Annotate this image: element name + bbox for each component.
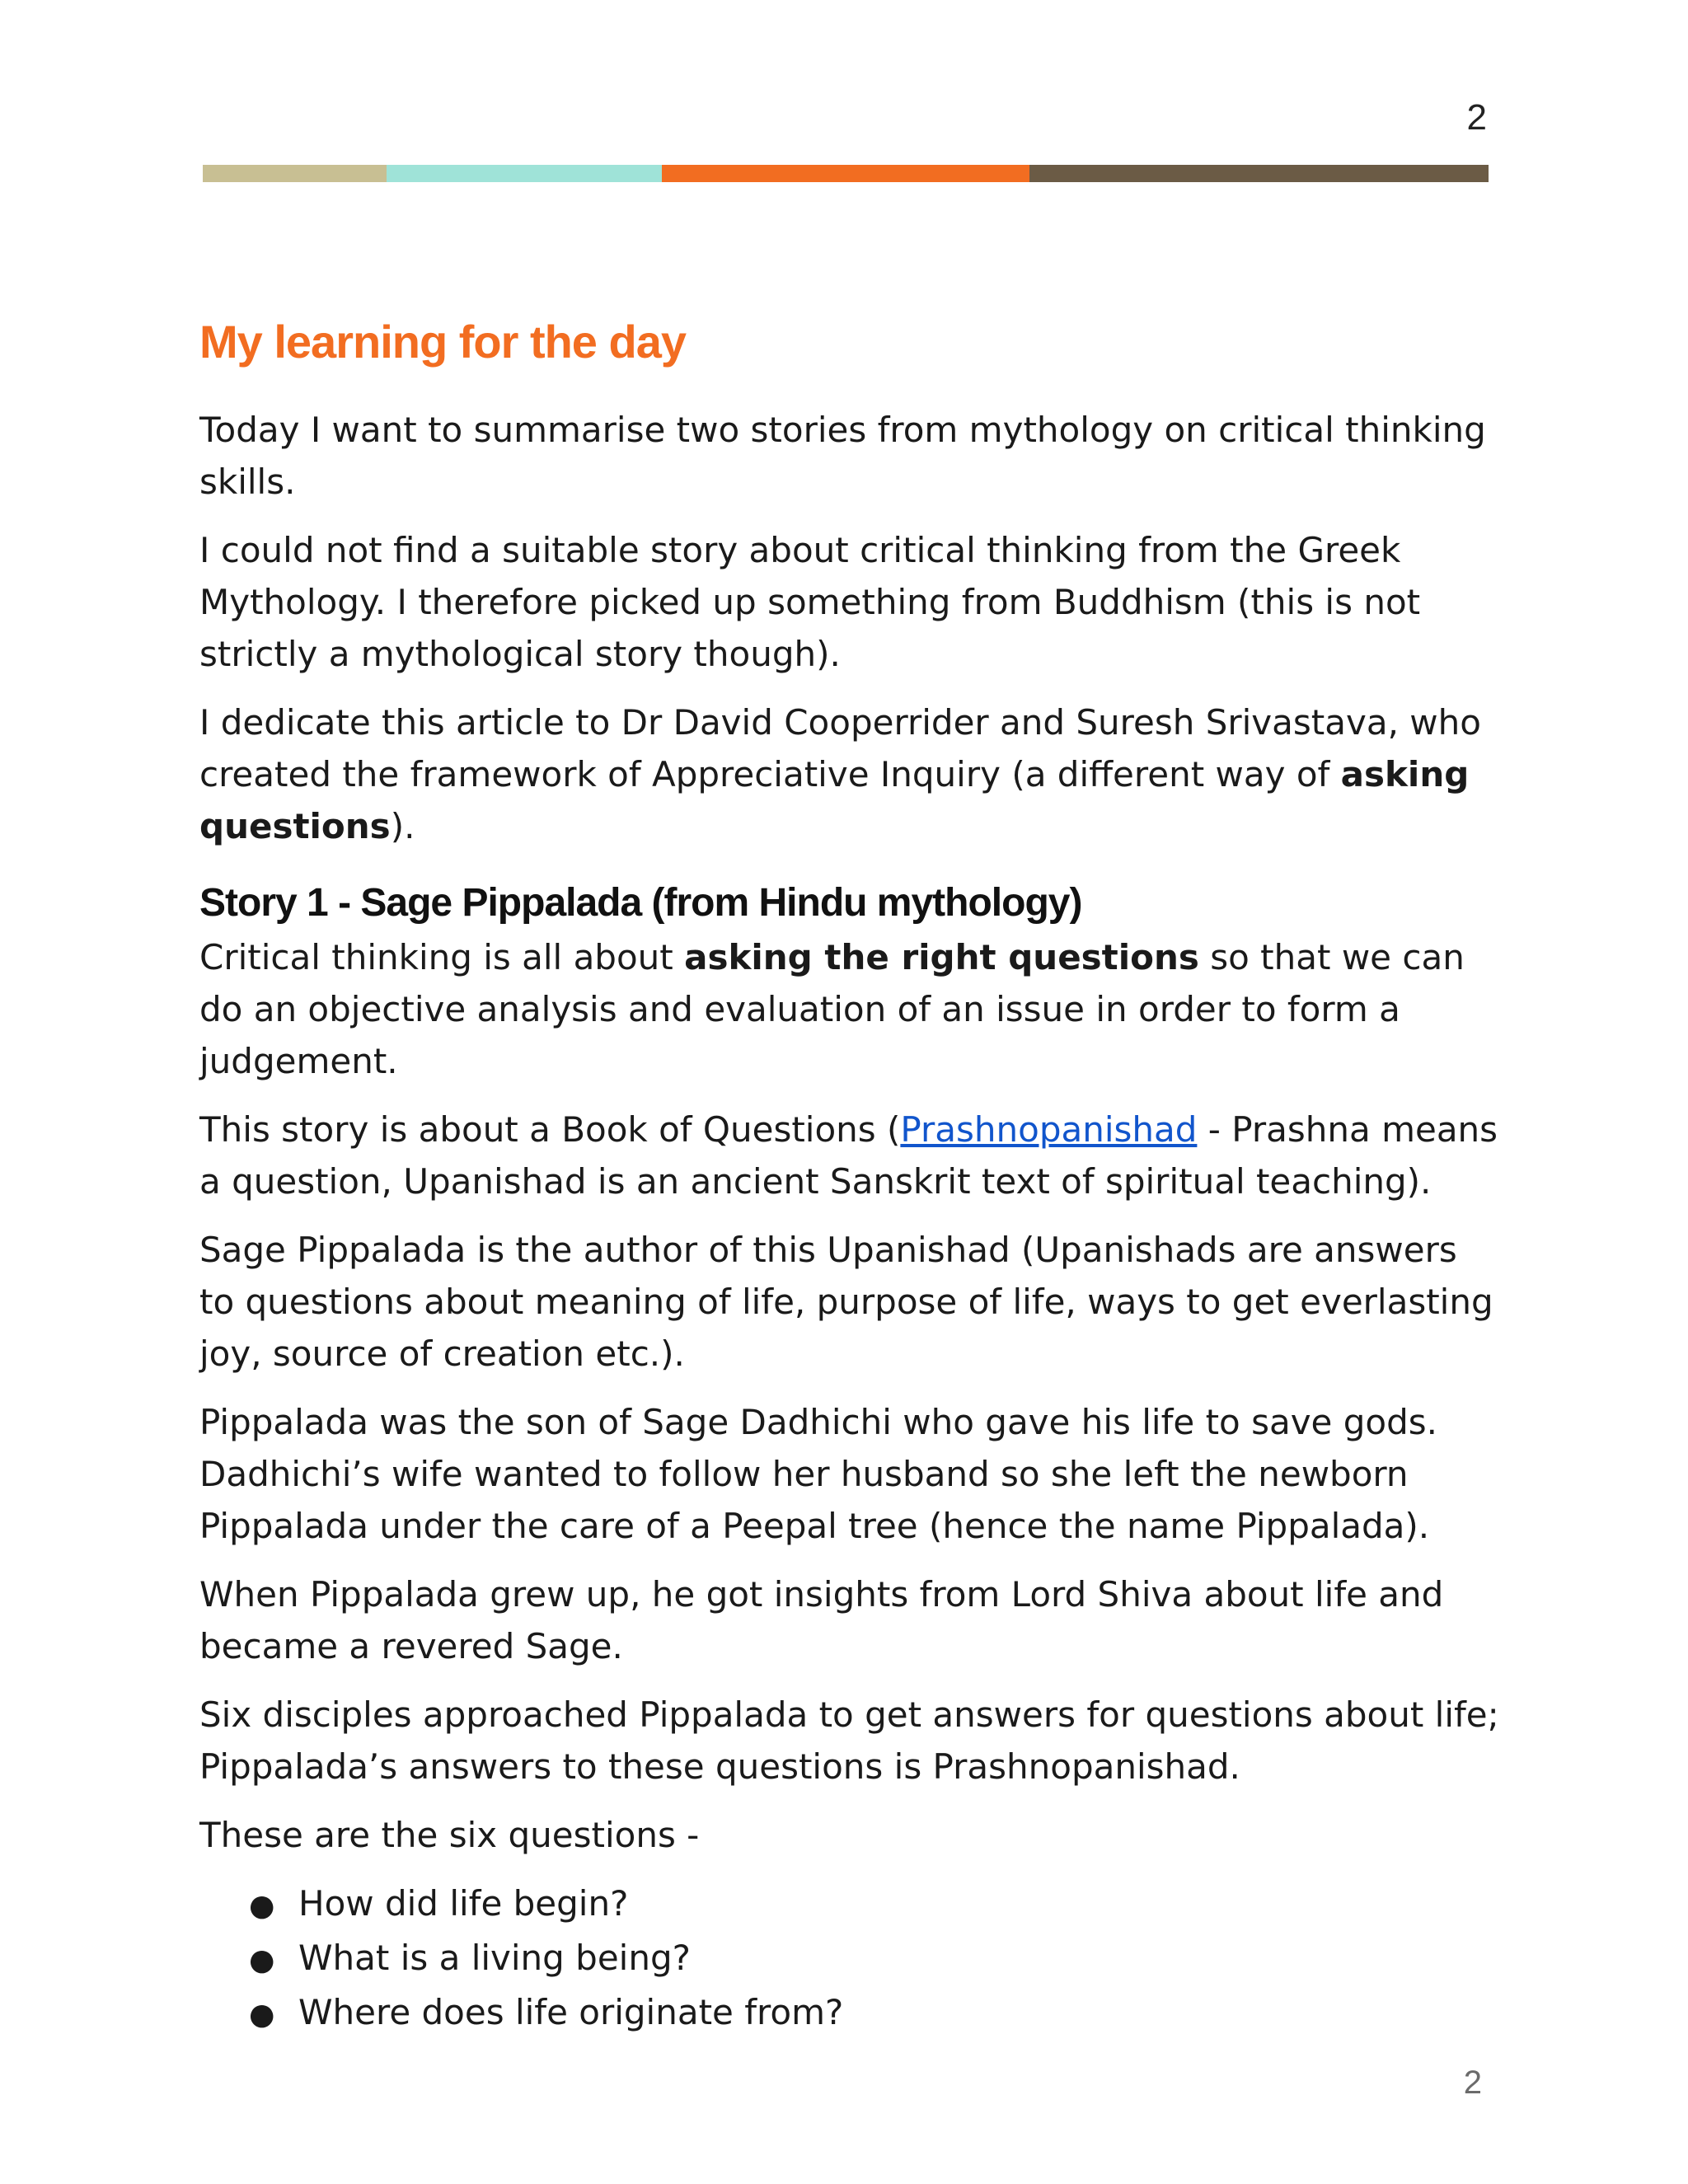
color-bar-segment (203, 165, 387, 182)
story-text: This story is about a Book of Questions ( (199, 1109, 901, 1150)
story-paragraph: Sage Pippalada is the author of this Upanishad (Upanishads are answers to questions about meaning of life, purpose of life, ways to get everlasting joy, source of creation etc.). (199, 1230, 1493, 1374)
story-text: Critical thinking is all about (199, 937, 685, 977)
document-body (199, 305, 1502, 2041)
bullet-icon: ● (249, 1943, 275, 1977)
list-item-text: How did life begin? (298, 1883, 629, 1924)
list-item (249, 1986, 1502, 2041)
story-paragraph: When Pippalada grew up, he got insights from Lord Shiva about life and became a revered Sage. (199, 1574, 1444, 1666)
page-heading: My learning for the day (199, 316, 686, 368)
story-paragraph (199, 931, 1502, 1087)
color-bar-segment (1029, 165, 1489, 182)
dedication-paragraph (199, 696, 1502, 852)
footer-page-number: 2 (1463, 2064, 1482, 2101)
dedication-bold-text: asking questions (199, 754, 1470, 846)
dedication-text-end: ). (390, 806, 415, 846)
decorative-color-bar (203, 165, 1489, 182)
header-page-number: 2 (1466, 97, 1487, 138)
story-paragraph (199, 1104, 1502, 1207)
color-bar-segment (387, 165, 662, 182)
story-text-end: - Prashna means a question, Upanishad is an ancient Sanskrit text of spiritual teaching). (199, 1109, 1498, 1202)
list-item (249, 1877, 1502, 1932)
story-paragraph: These are the six questions - (199, 1815, 700, 1855)
story-paragraph: Pippalada was the son of Sage Dadhichi who gave his life to save gods. Dadhichi’s wife wanted to follow her husband so she left the newborn Pippalada under the care of a Peepal tree (hence the name Pippalada). (199, 1402, 1437, 1546)
dedication-text: I dedicate this article to Dr David Cooperrider and Suresh Srivastava, who created the framework of Appreciative Inquiry (a different way of (199, 702, 1481, 794)
bullet-icon: ● (249, 1889, 275, 1923)
intro-paragraph: I could not find a suitable story about critical thinking from the Greek Mythology. I therefore picked up something from Buddhism (this is not strictly a mythological story though). (199, 530, 1421, 674)
intro-paragraph: Today I want to summarise two stories from mythology on critical thinking skills. (199, 410, 1486, 502)
prashnopanishad-link[interactable]: Prashnopanishad (900, 1109, 1198, 1150)
story-bold-text: asking the right questions (684, 937, 1199, 977)
story-paragraph: Six disciples approached Pippalada to get answers for questions about life; Pippalada’s answers to these questions is Prashnopanishad. (199, 1694, 1499, 1787)
list-item (249, 1932, 1502, 1986)
list-item-text: Where does life originate from? (298, 1992, 844, 2032)
story-text-end: so that we can do an objective analysis and evaluation of an issue in order to form a judgement. (199, 937, 1465, 1081)
questions-list (199, 1877, 1502, 2041)
list-item-text: What is a living being? (298, 1938, 691, 1978)
color-bar-segment (662, 165, 1029, 182)
story-1-title: Story 1 - Sage Pippalada (from Hindu mythology) (199, 881, 1082, 925)
bullet-icon: ● (249, 1998, 275, 2032)
